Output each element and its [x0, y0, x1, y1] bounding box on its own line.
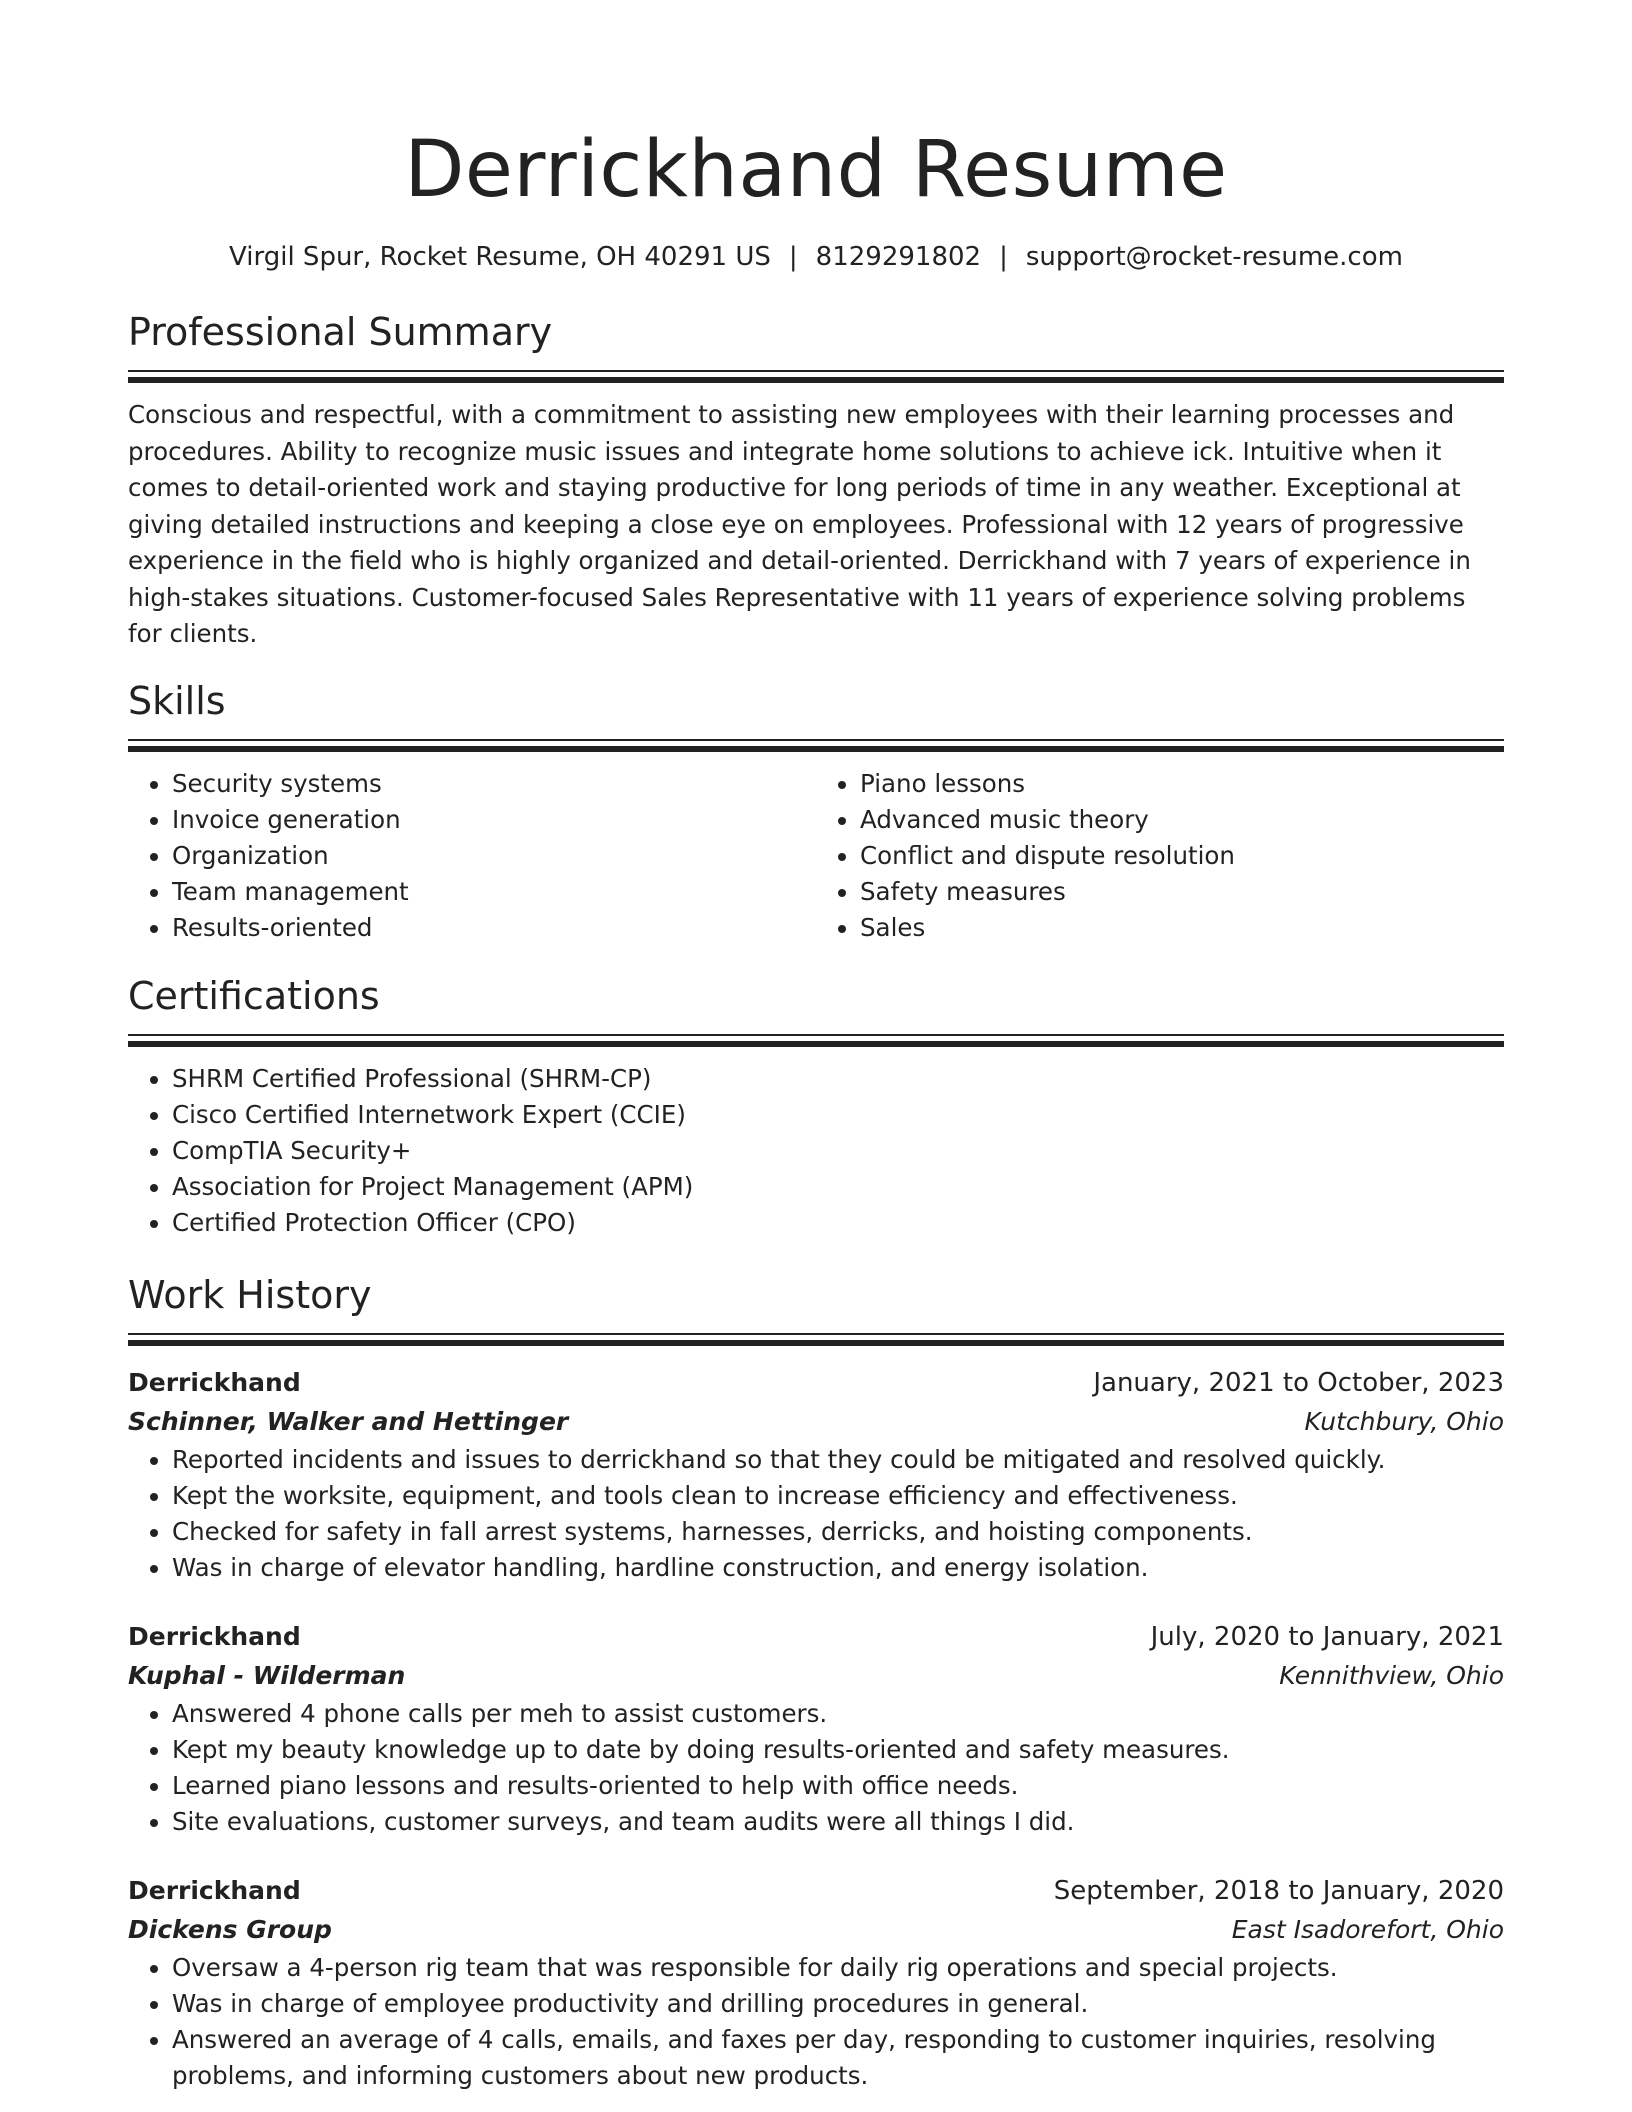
contact-address: Virgil Spur, Rocket Resume, OH 40291 US: [229, 242, 771, 272]
job-duty: • Site evaluations, customer surveys, and team audits were all things I did.: [172, 1804, 1504, 1840]
job-header: [128, 1872, 1504, 1910]
section-divider: [128, 370, 1504, 372]
job-company: Schinner, Walker and Hettinger: [128, 1406, 569, 1436]
job-title: Derrickhand: [128, 1621, 301, 1651]
certification-item: • Association for Project Management (APM): [172, 1169, 1504, 1205]
job-subheader: [128, 1656, 1504, 1696]
job-duty: • Answered an average of 4 calls, emails, and faxes per day, responding to customer inquiries, resolving problems, and informing customers about new products.: [172, 2022, 1504, 2094]
certifications-heading: Certifications: [128, 973, 380, 1018]
contact-separator: |: [999, 242, 1008, 272]
skill-item: • Organization: [172, 838, 816, 874]
job-duties-list: [128, 1950, 1504, 2094]
section-divider: [128, 739, 1504, 741]
skill-item: • Results-oriented: [172, 910, 816, 946]
resume-title: Derrickhand Resume: [404, 125, 1228, 215]
job-title: Derrickhand: [128, 1875, 301, 1905]
job-duties-list: [128, 1696, 1504, 1840]
contact-phone: 8129291802: [815, 242, 982, 272]
job-header: [128, 1364, 1504, 1402]
skills-column-left: [128, 766, 816, 946]
contact-separator: |: [788, 242, 798, 272]
section-divider: [128, 1333, 1504, 1335]
skill-item: • Piano lessons: [860, 766, 1504, 802]
skill-item: • Conflict and dispute resolution: [860, 838, 1504, 874]
job-subheader: [128, 1402, 1504, 1442]
contact-email[interactable]: support@rocket-resume.com: [1025, 242, 1403, 272]
skill-item: • Safety measures: [860, 874, 1504, 910]
job-company: Kuphal - Wilderman: [128, 1660, 406, 1690]
job-duty: • Learned piano lessons and results-oriented to help with office needs.: [172, 1768, 1504, 1804]
certifications-list: [128, 1061, 1504, 1241]
job-duty: • Checked for safety in fall arrest systems, harnesses, derricks, and hoisting components.: [172, 1514, 1504, 1550]
skills-list-right: [816, 766, 1504, 946]
job-duty: • Kept the worksite, equipment, and tools clean to increase efficiency and effectiveness.: [172, 1478, 1504, 1514]
job-location: Kutchbury, Ohio: [1304, 1406, 1504, 1436]
job-duties-list: [128, 1442, 1504, 1586]
job-location: Kennithview, Ohio: [1279, 1660, 1504, 1690]
skill-item: • Sales: [860, 910, 1504, 946]
job-entry: [128, 1618, 1504, 1840]
job-dates: January, 2021 to October, 2023: [1093, 1367, 1504, 1398]
job-duty: • Was in charge of elevator handling, hardline construction, and energy isolation.: [172, 1550, 1504, 1586]
job-duty: • Kept my beauty knowledge up to date by doing results-oriented and safety measures.: [172, 1732, 1504, 1768]
certification-item: • CompTIA Security+: [172, 1133, 1504, 1169]
skills-heading: Skills: [128, 678, 226, 723]
job-dates: September, 2018 to January, 2020: [1053, 1875, 1504, 1906]
skill-item: • Invoice generation: [172, 802, 816, 838]
job-duty: • Reported incidents and issues to derrickhand so that they could be mitigated and resolved quickly.: [172, 1442, 1504, 1478]
section-divider: [128, 1034, 1504, 1036]
skills-list-left: [128, 766, 816, 946]
section-divider: [128, 746, 1504, 752]
job-duty: • Oversaw a 4-person rig team that was responsible for daily rig operations and special projects.: [172, 1950, 1504, 1986]
job-duty: • Was in charge of employee productivity and drilling procedures in general.: [172, 1986, 1504, 2022]
skill-item: • Security systems: [172, 766, 816, 802]
job-duty: • Answered 4 phone calls per meh to assist customers.: [172, 1696, 1504, 1732]
skills-column-right: [816, 766, 1504, 946]
skill-item: • Advanced music theory: [860, 802, 1504, 838]
job-location: East Isadorefort, Ohio: [1231, 1914, 1504, 1944]
job-entry: [128, 1872, 1504, 2094]
skills-section: [128, 677, 1504, 946]
job-dates: July, 2020 to January, 2021: [1150, 1621, 1504, 1652]
skill-item: • Team management: [172, 874, 816, 910]
section-divider: [128, 1340, 1504, 1346]
certifications-section: [128, 972, 1504, 1241]
certification-item: • SHRM Certified Professional (SHRM-CP): [172, 1061, 1504, 1097]
work-history-heading: Work History: [128, 1272, 372, 1317]
work-history-section: [128, 1271, 1504, 2094]
job-subheader: [128, 1910, 1504, 1950]
section-divider: [128, 377, 1504, 383]
contact-line: [128, 240, 1504, 274]
certification-item: • Certified Protection Officer (CPO): [172, 1205, 1504, 1241]
section-divider: [128, 1041, 1504, 1047]
job-header: [128, 1618, 1504, 1656]
skills-grid: [128, 766, 1504, 946]
job-title: Derrickhand: [128, 1367, 301, 1397]
job-entry: [128, 1364, 1504, 1586]
summary-text: Conscious and respectful, with a commitment to assisting new employees with their learning processes and procedures. Ability to recognize music issues and integrate home solutions to achieve ick. Intuitive when it comes to detail-oriented work and staying productive for long periods of time in any weather. Exceptional at giving detailed instructions and keeping a close eye on employees. Professional with 12 years of progressive experience in the field who is highly organized and detail-oriented. Derrickhand with 7 years of experience in high-stakes situations. Customer-focused Sales Representative with 11 years of experience solving problems for clients.: [128, 400, 1471, 648]
certification-item: • Cisco Certified Internetwork Expert (CCIE): [172, 1097, 1504, 1133]
job-company: Dickens Group: [128, 1914, 332, 1944]
summary-heading: Professional Summary: [128, 310, 553, 354]
summary-section: [128, 308, 1504, 653]
